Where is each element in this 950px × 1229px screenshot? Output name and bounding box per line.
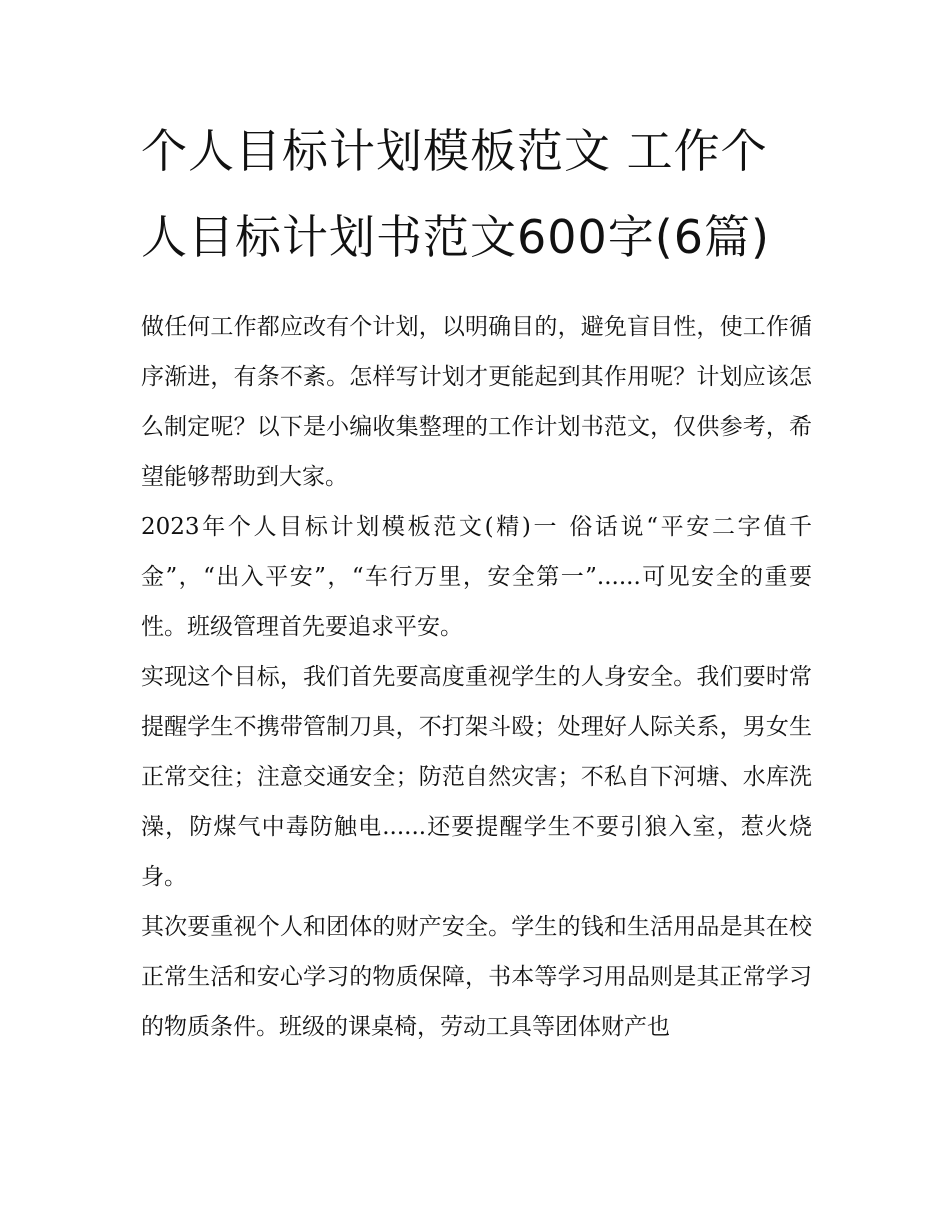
paragraph-property-safety: 其次要重视个人和团体的财产安全。学生的钱和生活用品是其在校正常生活和安心学习的物质保障，书本等学习用品则是其正常学习的物质条件。班级的课桌椅，劳动工具等团体财产也 (141, 914, 812, 1040)
paragraph-personal-safety: 实现这个目标，我们首先要高度重视学生的人身安全。我们要时常提醒学生不携带管制刀具，不打架斗殴；处理好人际关系，男女生正常交往；注意交通安全；防范自然灾害；不私自下河塘、水库洗澡，防煤气中毒防触电......还要提醒学生不要引狼入室，惹火烧身。 (141, 664, 812, 890)
paragraph-intro: 做任何工作都应改有个计划，以明确目的，避免盲目性，使工作循序渐进，有条不紊。怎样写计划才更能起到其作用呢？计划应该怎么制定呢？以下是小编收集整理的工作计划书范文，仅供参考，希望能够帮助到大家。 (141, 314, 812, 490)
paragraph-safety-saying: 2023年个人目标计划模板范文(精)一 俗话说“平安二字值千金”，“出入平安”，“车行万里，安全第一”......可见安全的重要性。班级管理首先要追求平安。 (141, 514, 812, 640)
document-title: 个人目标计划模板范文 工作个人目标计划书范文600字(6篇) (141, 124, 770, 264)
